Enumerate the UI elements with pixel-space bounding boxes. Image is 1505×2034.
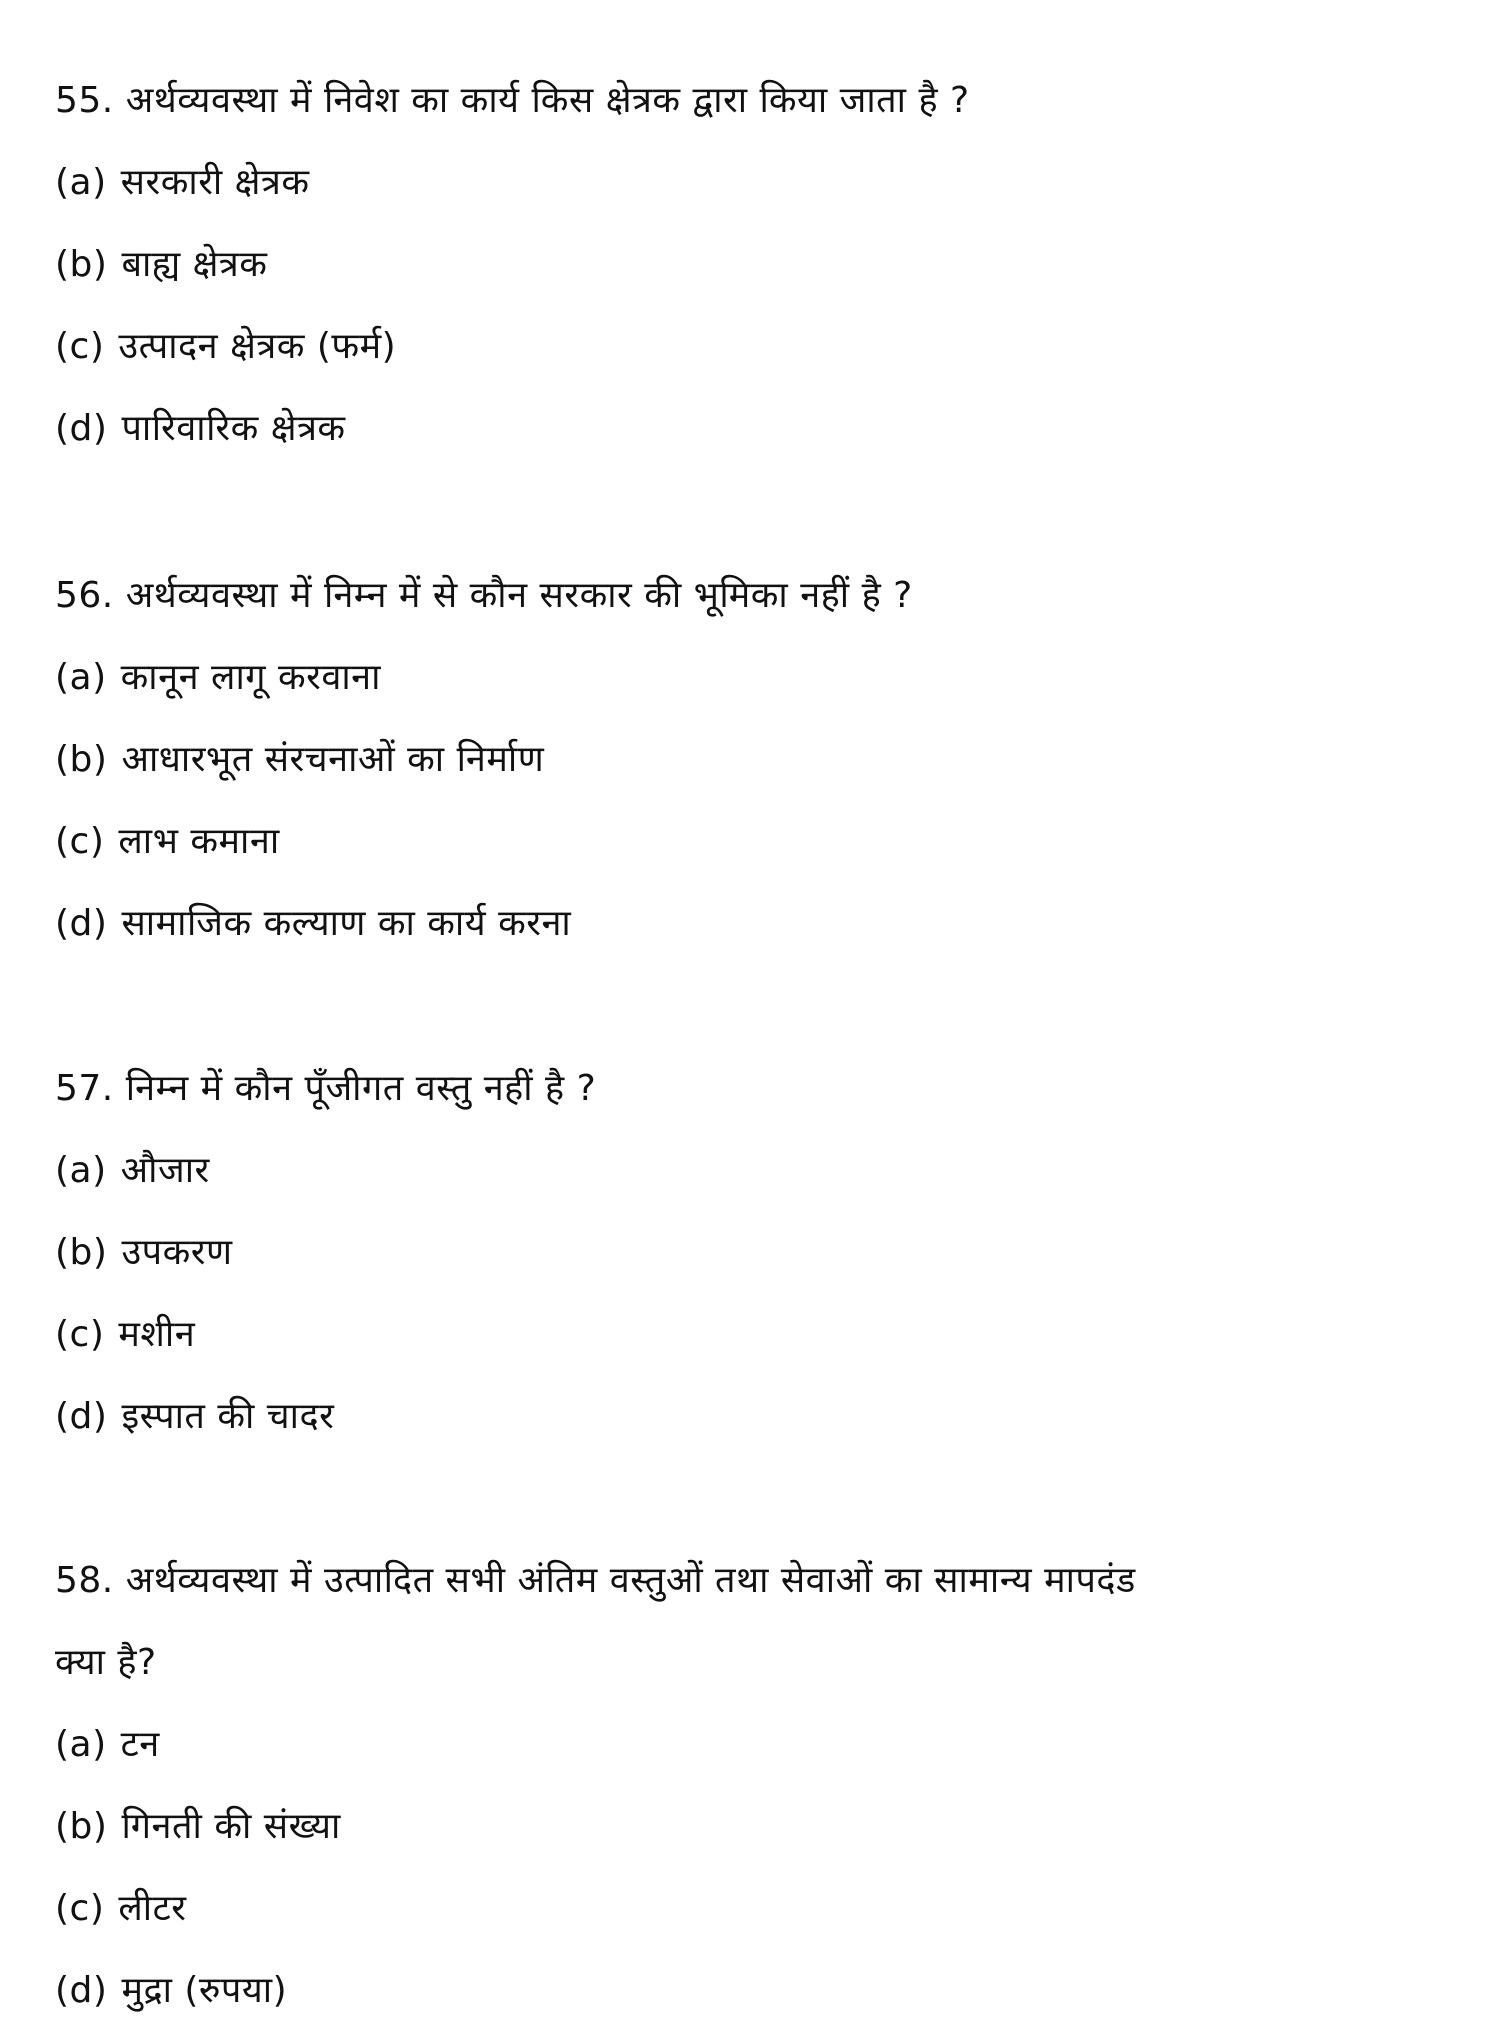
question-text	[55, 60, 1455, 142]
option-label: (b)	[55, 1232, 108, 1273]
question-text	[55, 1048, 1455, 1130]
question-58	[55, 1540, 1455, 2032]
option-label: (d)	[55, 1970, 108, 2011]
question-text	[55, 555, 1455, 637]
option-text: लाभ कमाना	[118, 821, 280, 862]
option-b	[55, 1786, 1455, 1868]
option-text: मशीन	[118, 1314, 196, 1355]
option-d	[55, 1376, 1455, 1458]
option-c	[55, 801, 1455, 883]
option-text: कानून लागू करवाना	[120, 657, 381, 698]
option-text: उपकरण	[121, 1232, 233, 1273]
option-b	[55, 719, 1455, 801]
option-a	[55, 1704, 1455, 1786]
option-label: (a)	[55, 1150, 107, 1191]
option-label: (c)	[55, 821, 105, 862]
question-text	[55, 1540, 1455, 1622]
option-text: लीटर	[118, 1888, 187, 1929]
option-label: (d)	[55, 1396, 108, 1437]
option-text: औजार	[120, 1150, 210, 1191]
question-55	[55, 60, 1455, 470]
question-text-continued	[55, 1622, 1455, 1704]
question-number: 57.	[55, 1068, 114, 1109]
option-c	[55, 306, 1455, 388]
option-c	[55, 1294, 1455, 1376]
option-b	[55, 1212, 1455, 1294]
option-text: सामाजिक कल्याण का कार्य करना	[121, 903, 572, 944]
option-label: (c)	[55, 1314, 105, 1355]
question-body-line2: क्या है?	[55, 1642, 157, 1683]
option-label: (d)	[55, 408, 108, 449]
question-body: अर्थव्यवस्था में निम्न में से कौन सरकार की भूमिका नहीं है ?	[125, 575, 913, 616]
option-label: (b)	[55, 739, 108, 780]
option-a	[55, 637, 1455, 719]
option-text: बाह्य क्षेत्रक	[121, 244, 268, 285]
option-label: (b)	[55, 1806, 108, 1847]
option-text: टन	[120, 1724, 160, 1765]
option-b	[55, 224, 1455, 306]
option-text: आधारभूत संरचनाओं का निर्माण	[121, 739, 545, 780]
question-body: अर्थव्यवस्था में निवेश का कार्य किस क्षेत्रक द्वारा किया जाता है ?	[125, 80, 970, 121]
question-number: 55.	[55, 80, 114, 121]
question-body: निम्न में कौन पूँजीगत वस्तु नहीं है ?	[125, 1068, 597, 1109]
option-a	[55, 1130, 1455, 1212]
question-57	[55, 1048, 1455, 1458]
option-d	[55, 1950, 1455, 2032]
option-label: (b)	[55, 244, 108, 285]
option-label: (d)	[55, 903, 108, 944]
option-label: (a)	[55, 162, 107, 203]
option-c	[55, 1868, 1455, 1950]
option-label: (a)	[55, 1724, 107, 1765]
question-number: 58.	[55, 1560, 114, 1601]
option-text: सरकारी क्षेत्रक	[120, 162, 310, 203]
question-number: 56.	[55, 575, 114, 616]
option-text: मुद्रा (रुपया)	[121, 1970, 288, 2011]
option-label: (c)	[55, 1888, 105, 1929]
question-56	[55, 555, 1455, 965]
option-a	[55, 142, 1455, 224]
option-d	[55, 883, 1455, 965]
option-label: (c)	[55, 326, 105, 367]
option-label: (a)	[55, 657, 107, 698]
option-text: उत्पादन क्षेत्रक (फर्म)	[118, 326, 397, 367]
option-d	[55, 388, 1455, 470]
option-text: इस्पात की चादर	[121, 1396, 335, 1437]
option-text: पारिवारिक क्षेत्रक	[121, 408, 346, 449]
option-text: गिनती की संख्या	[121, 1806, 341, 1847]
question-body: अर्थव्यवस्था में उत्पादित सभी अंतिम वस्तुओं तथा सेवाओं का सामान्य मापदंड	[125, 1560, 1136, 1601]
